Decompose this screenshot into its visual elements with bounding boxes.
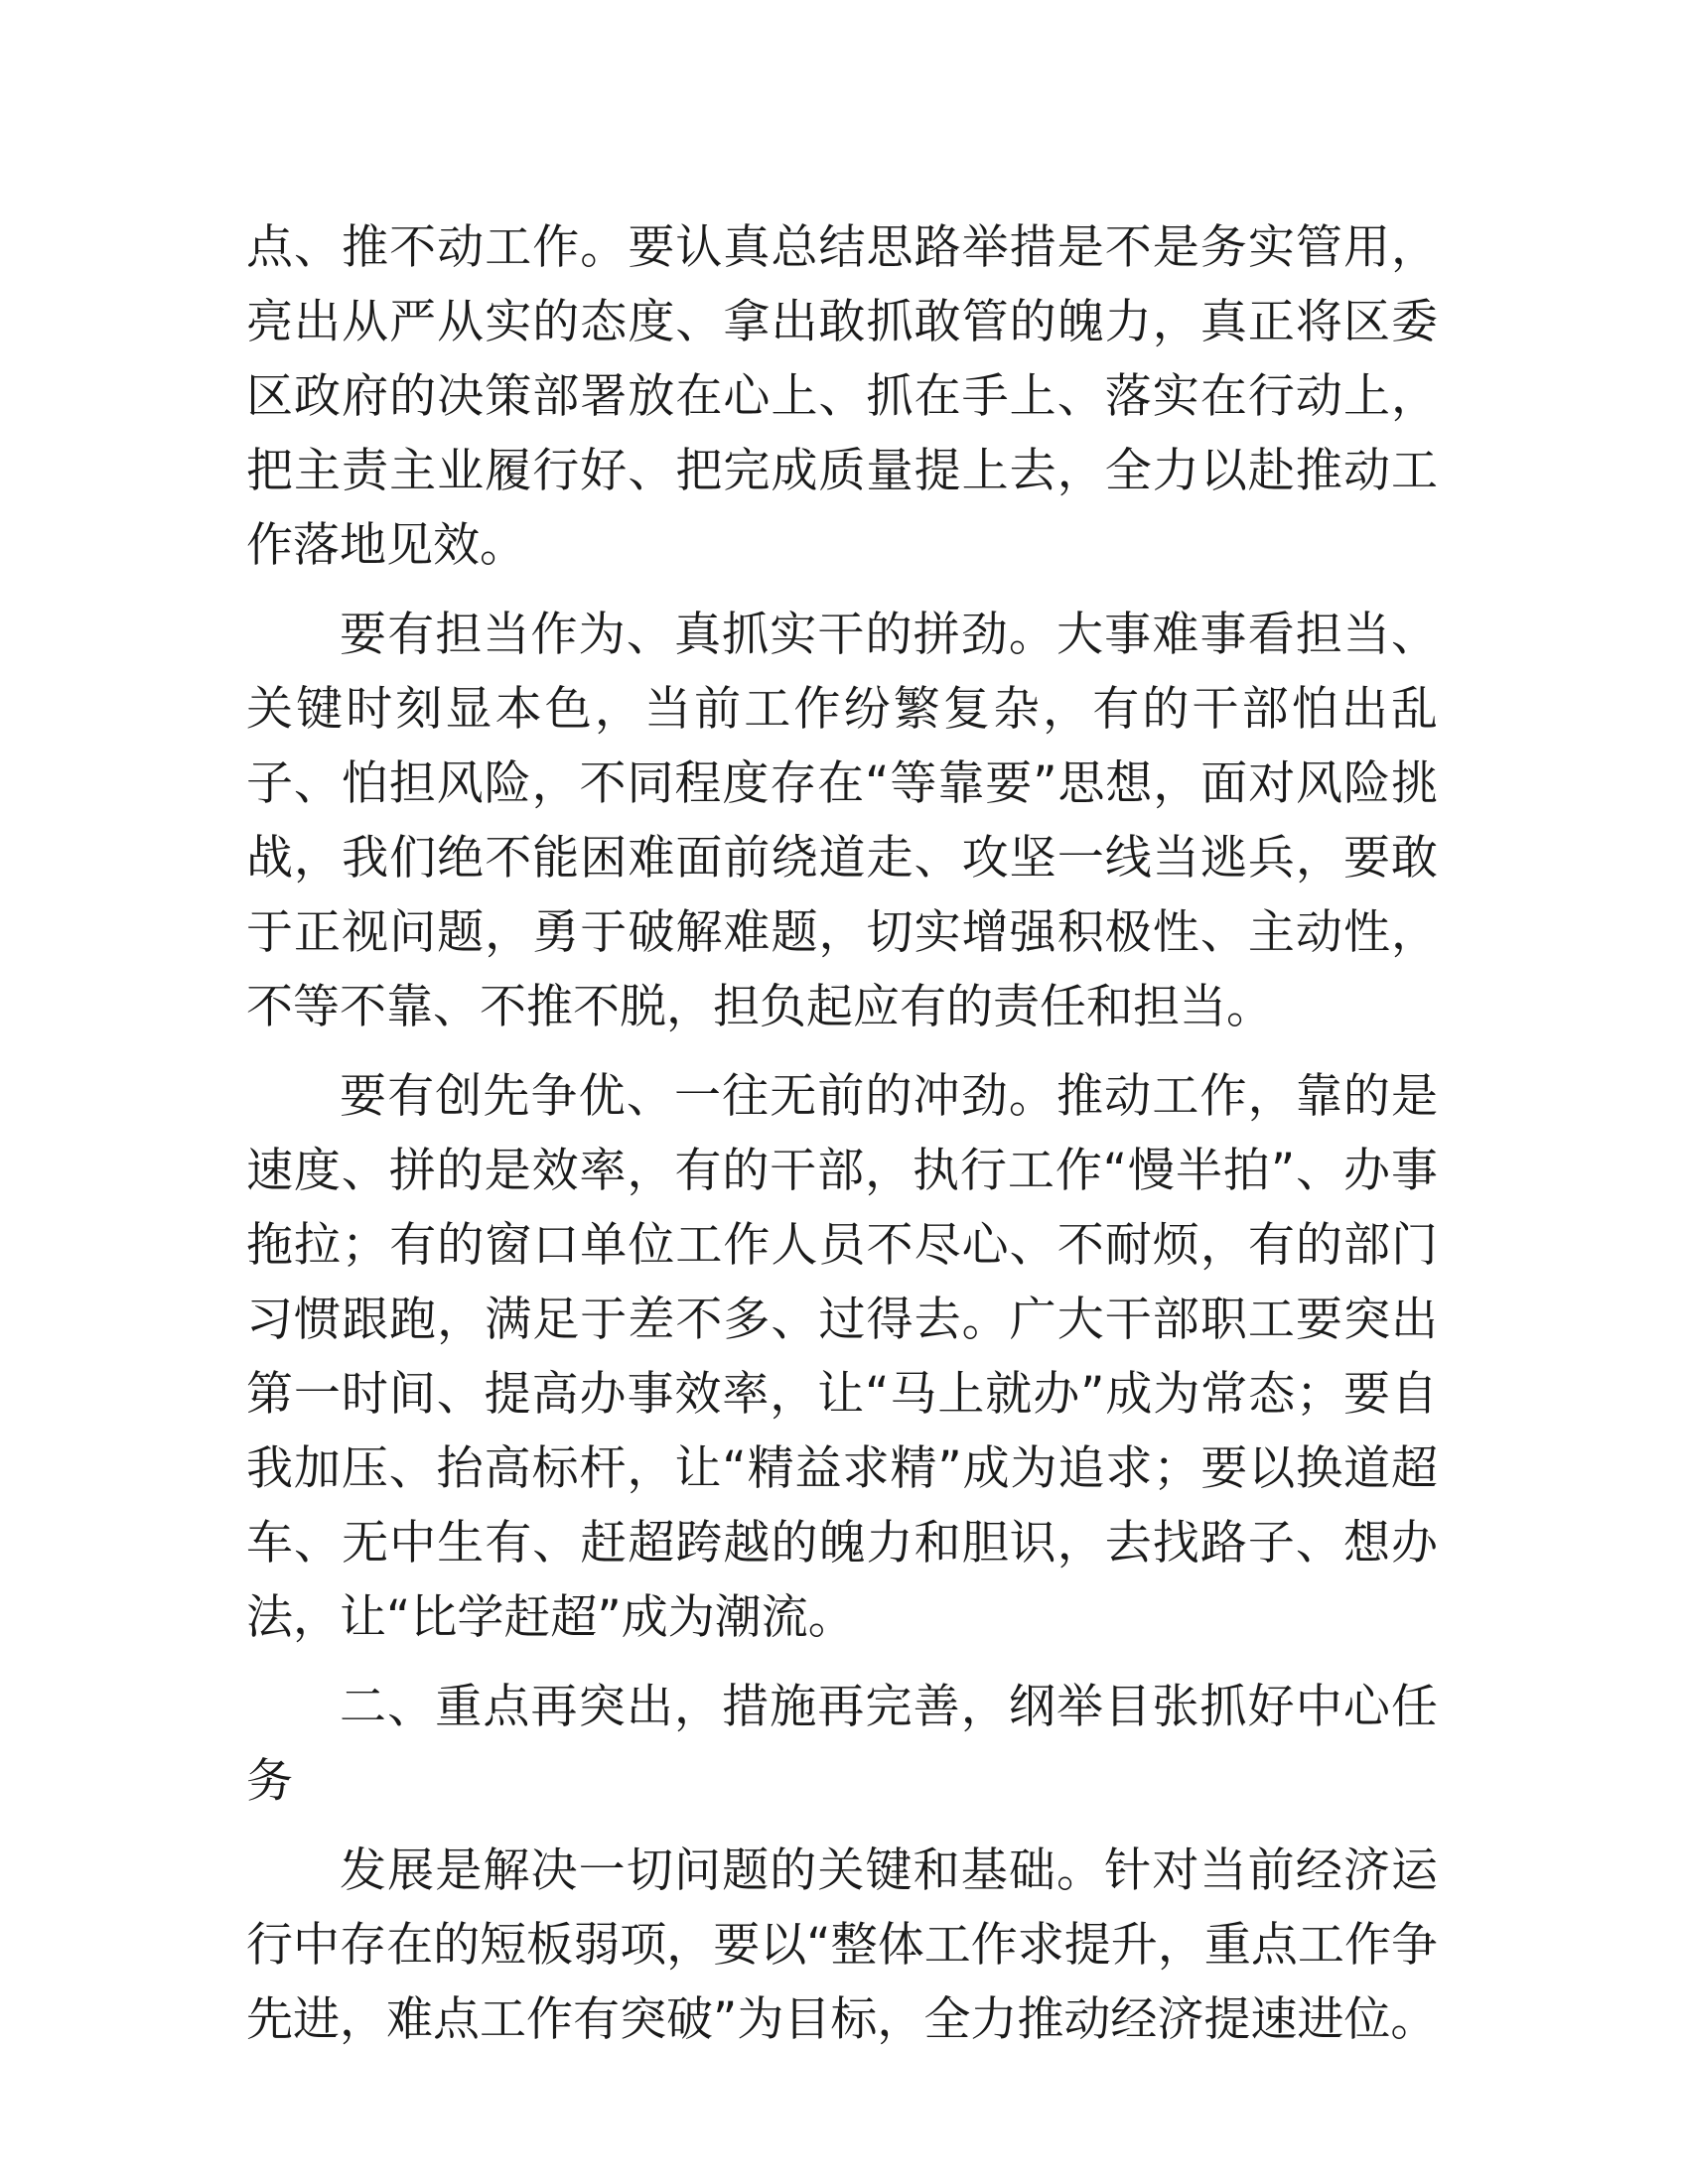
section-heading: 二、重点再突出，措施再完善，纲举目张抓好中心任务 <box>246 1680 1438 1809</box>
paragraph-continuation: 点、推不动工作。要认真总结思路举措是不是务实管用，亮出从严从实的态度、拿出敢抓敢管的魄力，真正将区委区政府的决策部署放在心上、抓在手上、落实在行动上，把主责主业履行好、把完成质量提上去，全力以赴推动工作落地见效。 <box>246 220 1438 573</box>
document-page <box>246 210 1438 2057</box>
paragraph-development: 发展是解决一切问题的关键和基础。针对当前经济运行中存在的短板弱项，要以“整体工作求提升，重点工作争先进，难点工作有突破”为目标，全力推动经济提速进位。 <box>246 1843 1438 2047</box>
paragraph-responsibility: 要有担当作为、真抓实干的拼劲。大事难事看担当、关键时刻显本色，当前工作纷繁复杂，有的干部怕出乱子、怕担风险，不同程度存在“等靠要”思想，面对风险挑战，我们绝不能困难面前绕道走、攻坚一线当逃兵，要敢于正视问题，勇于破解难题，切实增强积极性、主动性，不等不靠、不推不脱，担负起应有的责任和担当。 <box>246 608 1438 1034</box>
paragraph-excellence: 要有创先争优、一往无前的冲劲。推动工作，靠的是速度、拼的是效率，有的干部，执行工作“慢半拍”、办事拖拉；有的窗口单位工作人员不尽心、不耐烦，有的部门习惯跟跑，满足于差不多、过得去。广大干部职工要突出第一时间、提高办事效率，让“马上就办”成为常态；要自我加压、抬高标杆，让“精益求精”成为追求；要以换道超车、无中生有、赶超跨越的魄力和胆识，去找路子、想办法，让“比学赶超”成为潮流。 <box>246 1069 1438 1645</box>
